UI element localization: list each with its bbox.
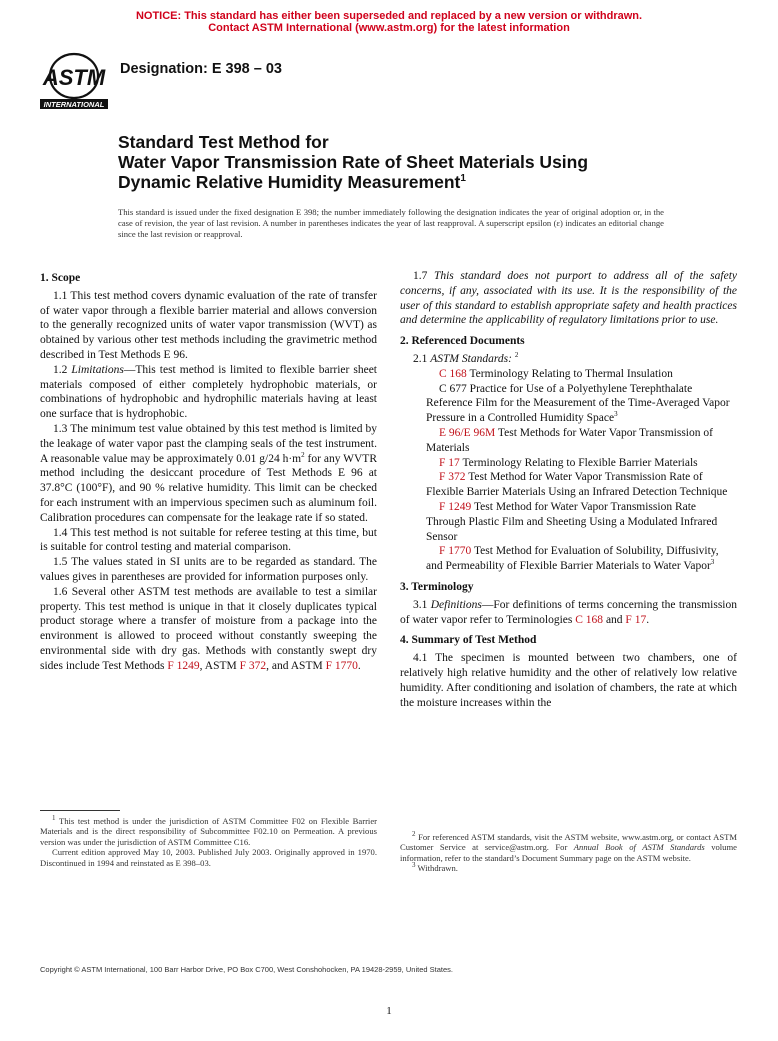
reference-item xyxy=(413,426,737,456)
footnote-1b: Current edition approved May 10, 2003. Published July 2003. Originally approved in 1970. Discontinued in 1994 and reinstated as E 398–03. xyxy=(40,847,377,868)
footnote-3-mark: 3 xyxy=(412,861,416,870)
footnote-2-text-b: volume information, refer to the standard’s Document Summary page on the ASTM website. xyxy=(400,842,737,863)
section-1-heading: 1. Scope xyxy=(40,272,81,284)
para-1-5: 1.5 The values stated in SI units are to be regarded as standard. The values gives in parentheses are provided for information purposes only. xyxy=(40,556,377,583)
footnote-2-italic: Annual Book of ASTM Standards xyxy=(573,842,705,853)
footnote-1 xyxy=(40,816,377,847)
para-1-7-num: 1.7 xyxy=(413,270,434,282)
para-1-6 xyxy=(40,585,377,674)
ref-code-c677: C 677 xyxy=(439,382,467,395)
para-1-4: 1.4 This test method is not suitable for referee testing at this time, but is suitable for control testing and material comparison. xyxy=(40,526,377,554)
preface-note: This standard is issued under the fixed designation E 398; the number immediately following the designation indicates the year of original adoption or, in the case of revision, the year of last revision. A number in parentheses indicates the year of last reapproval. A superscript epsilon (ε) indicates an editorial change since the last revision or reapproval. xyxy=(118,207,664,240)
footnote-rule xyxy=(40,810,120,811)
para-1-7-text: This standard does not purport to address all of the safety concerns, if any, associated with its use. It is the responsibility of the user of this standard to establish appropriate safety and health practices and determine the applicability of regulatory limitations prior to use. xyxy=(400,270,737,327)
para-3-1-num: 3.1 xyxy=(413,598,431,611)
footnote-1-mark: 1 xyxy=(52,814,56,823)
ref-text: Test Methods for Water Vapor Transmission of Materials xyxy=(426,426,713,454)
reference-item xyxy=(413,367,737,382)
reference-item xyxy=(413,544,737,574)
right-column xyxy=(400,269,737,710)
para-1-1: 1.1 This test method covers dynamic evaluation of the rate of transfer of water vapor through a flexible barrier material and allows conversion to the generally recognized units of water vapor transmission (WVT) as obtained by various other test methods including the gravimetric method described in Test Methods E 96. xyxy=(40,289,377,361)
para-3-1-text-c: . xyxy=(646,613,650,626)
ref-code-c168[interactable]: C 168 xyxy=(439,367,467,380)
footnote-2-text-a: For referenced ASTM standards, visit the ASTM website, www.astm.org, or contact ASTM Customer Service at service@astm.org. For xyxy=(400,832,737,853)
ref-sup: 3 xyxy=(710,558,715,567)
title-footnote-mark: 1 xyxy=(460,173,466,185)
title-line-1: Standard Test Method for xyxy=(118,132,329,152)
reference-item xyxy=(413,500,737,544)
para-1-2-lead: Limitations xyxy=(71,363,124,376)
footnote-2 xyxy=(400,832,737,863)
para-1-2-num: 1.2 xyxy=(53,363,72,376)
link-f17[interactable]: F 17 xyxy=(625,613,647,626)
page-number: 1 xyxy=(386,1005,392,1017)
para-1-2 xyxy=(40,363,377,422)
logo-subtext: INTERNATIONAL xyxy=(43,100,105,109)
para-4-1: 4.1 The specimen is mounted between two chambers, one of relatively high relative humidity and the other of relatively low relative humidity. After conditioning and isolation of chambers, the rate at which the moisture increases within the xyxy=(400,652,737,709)
ref-text: Terminology Relating to Flexible Barrier Materials xyxy=(459,456,698,469)
ref-code-e96[interactable]: E 96/E 96M xyxy=(439,426,496,439)
link-f372[interactable]: F 372 xyxy=(239,659,267,672)
link-c168[interactable]: C 168 xyxy=(575,613,604,626)
para-2-1-sup: 2 xyxy=(514,351,519,360)
para-2-1 xyxy=(400,352,737,367)
para-1-3 xyxy=(40,422,377,526)
ref-code-f1249[interactable]: F 1249 xyxy=(439,500,472,513)
footnote-2-mark: 2 xyxy=(412,830,416,839)
link-f1770[interactable]: F 1770 xyxy=(325,659,358,672)
ref-text: Practice for Use of a Polyethylene Terephthalate Reference Film for the Measurement of the Time-Averaged Vapor Pressure in a Controlled Humidity Space xyxy=(426,382,730,425)
ref-sup: 3 xyxy=(614,410,618,419)
section-4-heading: 4. Summary of Test Method xyxy=(400,634,537,647)
para-1-7 xyxy=(400,269,737,328)
title-line-3-text: Dynamic Relative Humidity Measurement xyxy=(118,172,461,192)
ref-text: Test Method for Water Vapor Transmission Rate of Flexible Barrier Materials Using an Infrared Detection Technique xyxy=(426,471,728,499)
designation: Designation: E 398 – 03 xyxy=(120,61,282,77)
reference-item xyxy=(413,382,737,426)
astm-logo xyxy=(38,52,110,110)
ref-code-f372[interactable]: F 372 xyxy=(439,471,466,484)
para-3-1-text-b: and xyxy=(603,613,626,626)
ref-text: Test Method for Evaluation of Solubility, Diffusivity, and Permeability of Flexible Barrier Materials to Water Vapor xyxy=(426,545,719,573)
section-2-heading: 2. Referenced Documents xyxy=(400,335,525,348)
reference-item xyxy=(413,470,737,500)
reference-list xyxy=(400,367,737,574)
link-f1249[interactable]: F 1249 xyxy=(167,659,200,672)
footnotes-right xyxy=(400,832,737,874)
para-1-6-text-d: . xyxy=(357,659,361,672)
para-3-1 xyxy=(400,598,737,628)
notice-line-1: NOTICE: This standard has either been superseded and replaced by a new version or withdrawn. xyxy=(135,10,643,22)
ref-code-f17[interactable]: F 17 xyxy=(439,456,460,469)
para-1-6-text-a: 1.6 Several other ASTM test methods are available to test a similar property. This test method is unique in that it closely duplicates typical product storage where a transfer of moisture from a package into the environment is allowed to proceed without constantly sweeping the environmental side with dry gas. Methods with constantly swept dry sides include Test Methods xyxy=(40,585,377,672)
notice-banner xyxy=(0,10,778,34)
title-line-3 xyxy=(118,172,678,192)
para-1-6-text-c: , and ASTM xyxy=(266,659,326,672)
reference-item xyxy=(413,456,737,471)
section-3-heading: 3. Terminology xyxy=(400,580,474,593)
footnote-1-text: This test method is under the jurisdiction of ASTM Committee F02 on Flexible Barrier Materials and is the direct responsibility of Subcommittee F02.10 on Permeation. A previous version was under the jurisdiction of ASTM Committee C16. xyxy=(40,816,377,847)
footnote-3 xyxy=(400,863,737,873)
document-title xyxy=(118,132,678,192)
title-line-2: Water Vapor Transmission Rate of Sheet Materials Using xyxy=(118,152,589,172)
notice-line-2: Contact ASTM International (www.astm.org) for the latest information xyxy=(208,22,570,34)
para-1-3-text-a: 1.3 The minimum test value obtained by this test method is limited by the leakage of water vapor past the clamping seals of the test instrument. A reasonable value may be approximately 0.01 g/24 h·m xyxy=(40,422,377,465)
logo-text: ASTM xyxy=(42,65,106,90)
copyright-footer: Copyright © ASTM International, 100 Barr Harbor Drive, PO Box C700, West Conshohocken, PA 19428-2959, United States. xyxy=(40,965,453,974)
para-3-1-text-a: —For definitions of terms concerning the transmission of water vapor refer to Terminologies xyxy=(400,598,738,626)
para-2-1-lead: ASTM Standards: xyxy=(430,352,512,365)
footnotes-left xyxy=(40,810,377,868)
para-3-1-lead: Definitions xyxy=(430,598,482,611)
para-1-6-text-b: , ASTM xyxy=(199,659,240,672)
para-2-1-num: 2.1 xyxy=(413,352,431,365)
para-1-3-text-b: for any WVTR method including the desiccant procedure of Test Methods E 96 at 37.8°C (100°F), and 90 % relative humidity. This limit can be checked for each instrument with an impervious specimen such as aluminum foil. Calibration procedures can compensate for the leakage rate if so stated. xyxy=(40,452,377,524)
ref-code-f1770[interactable]: F 1770 xyxy=(439,545,472,558)
ref-text: Terminology Relating to Thermal Insulation xyxy=(466,367,673,380)
para-1-2-text: —This test method is limited to flexible barrier sheet materials composed of either completely hydrophobic materials, or combinations of hydrophobic and hydrophilic materials having at least one surface that is hydrophobic. xyxy=(40,363,378,421)
footnote-3-text: Withdrawn. xyxy=(415,863,458,874)
ref-text: Test Method for Water Vapor Transmission Rate Through Plastic Film and Sheeting Using a Modulated Infrared Sensor xyxy=(426,500,718,543)
para-1-3-sup: 2 xyxy=(301,450,305,459)
left-column xyxy=(40,269,377,674)
